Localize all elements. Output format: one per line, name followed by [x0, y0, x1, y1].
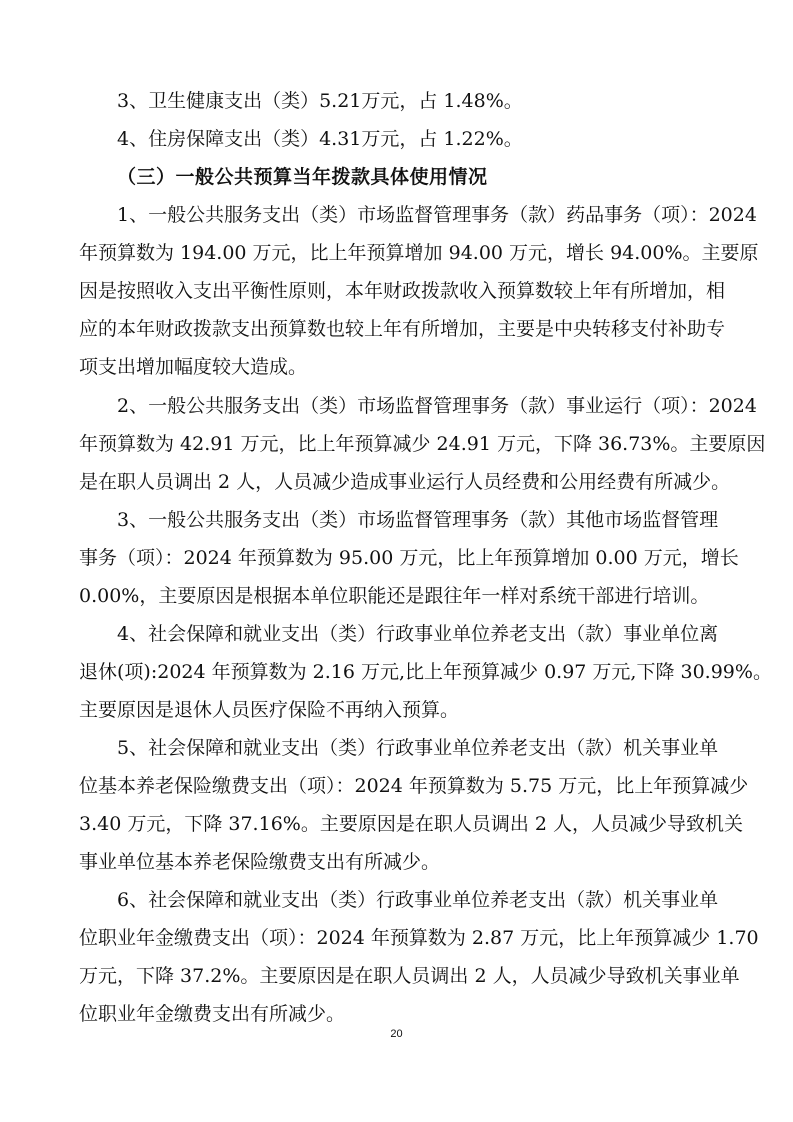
paragraph-text: 因是按照收入支出平衡性原则，本年财政拨款收入预算数较上年有所增加，相	[79, 280, 726, 302]
paragraph-text: 2、一般公共服务支出（类）市场监督管理事务（款）事业运行（项）：2024	[117, 395, 757, 417]
paragraph-text: 1、一般公共服务支出（类）市场监督管理事务（款）药品事务（项）：2024	[117, 204, 757, 226]
paragraph-text: 3.40 万元，下降 37.16%。主要原因是在职人员调出 2 人，人员减少导致机关	[79, 813, 743, 835]
paragraph-text: 4、社会保障和就业支出（类）行政事业单位养老支出（款）事业单位离	[117, 623, 719, 645]
paragraph-text: 年预算数为 194.00 万元，比上年预算增加 94.00 万元，增长 94.00%。主要原	[79, 242, 759, 264]
paragraph-text: 3、一般公共服务支出（类）市场监督管理事务（款）其他市场监督管理	[117, 509, 719, 531]
paragraph-text: 应的本年财政拨款支出预算数也较上年有所增加，主要是中央转移支付补助专	[79, 318, 726, 340]
paragraph-text: 0.00%，主要原因是根据本单位职能还是跟往年一样对系统干部进行培训。	[79, 585, 710, 607]
page-number: 20	[390, 1028, 403, 1040]
paragraph-text: 位职业年金缴费支出有所减少。	[79, 1003, 346, 1025]
paragraph-text: 万元，下降 37.2%。主要原因是在职人员调出 2 人，人员减少导致机关事业单	[79, 965, 740, 987]
health-expense-line: 3、卫生健康支出（类）5.21万元，占 1.48%。	[117, 90, 523, 112]
paragraph-text: 项支出增加幅度较大造成。	[79, 356, 308, 378]
paragraph-text: 事业单位基本养老保险缴费支出有所减少。	[79, 851, 441, 873]
paragraph-text: 年预算数为 42.91 万元，比上年预算减少 24.91 万元，下降 36.73%。主要原因	[79, 433, 766, 455]
paragraph-text: 事务（项）：2024 年预算数为 95.00 万元，比上年预算增加 0.00 万元，增长	[79, 547, 739, 569]
paragraph-text: 5、社会保障和就业支出（类）行政事业单位养老支出（款）机关事业单	[117, 737, 719, 759]
paragraph-text: 退休(项):2024 年预算数为 2.16 万元,比上年预算减少 0.97 万元,下降 30.99%。	[79, 661, 772, 683]
paragraph-text: 位职业年金缴费支出（项）：2024 年预算数为 2.87 万元，比上年预算减少 1.70	[79, 927, 759, 949]
housing-expense-line: 4、住房保障支出（类）4.31万元，占 1.22%。	[117, 128, 523, 150]
paragraph-text: 6、社会保障和就业支出（类）行政事业单位养老支出（款）机关事业单	[117, 889, 719, 911]
section-heading: （三）一般公共预算当年拨款具体使用情况	[117, 166, 488, 188]
paragraph-text: 是在职人员调出 2 人，人员减少造成事业运行人员经费和公用经费有所减少。	[79, 471, 731, 493]
paragraph-text: 主要原因是退休人员医疗保险不再纳入预算。	[79, 699, 460, 721]
paragraph-text: 位基本养老保险缴费支出（项）：2024 年预算数为 5.75 万元，比上年预算减少	[79, 775, 749, 797]
